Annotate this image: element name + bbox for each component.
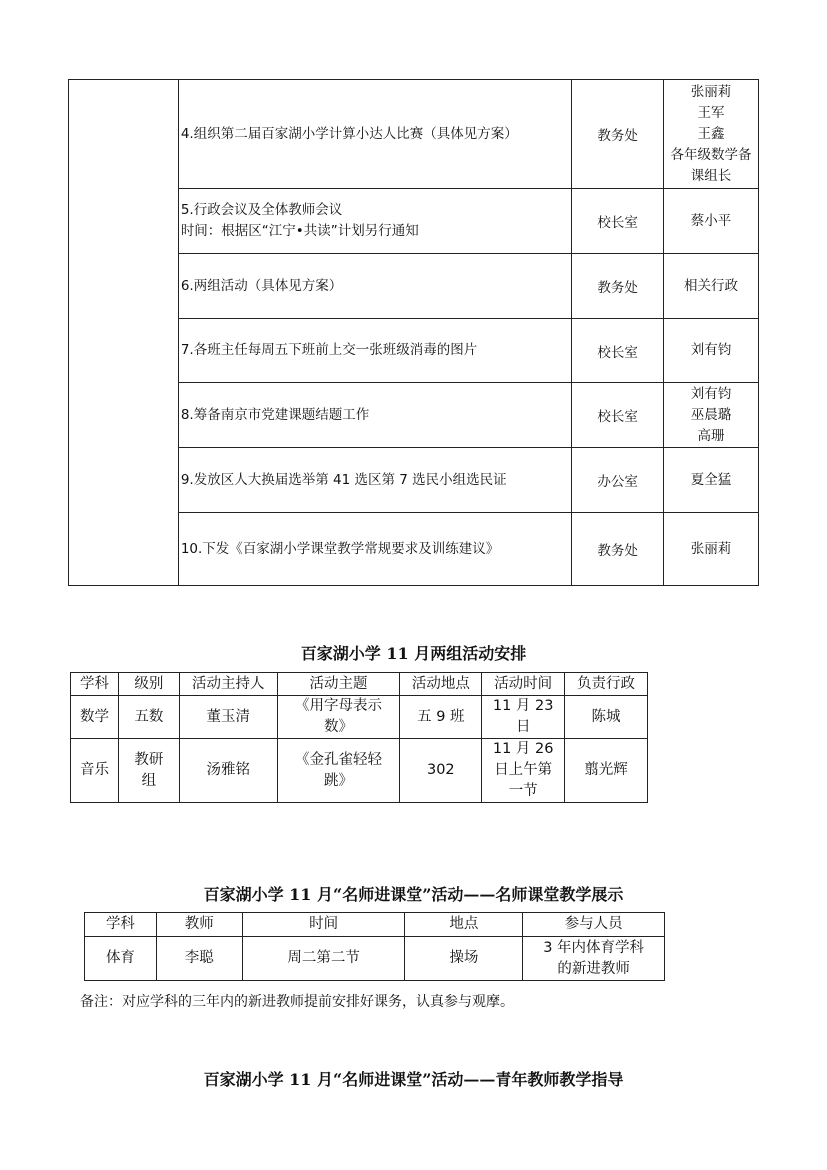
task-item-text: 5.行政会议及全体教师会议 [180, 202, 343, 218]
famous-teacher-note: 备注：对应学科的三年内的新进教师提前安排好课务，认真参与观摩。 [80, 994, 514, 1010]
task-row [69, 80, 759, 189]
teacher-cell [156, 937, 242, 981]
group-cell-line: 302 [426, 762, 455, 778]
task-people-cell-line: 王军 [697, 104, 725, 121]
teacher-cell-line: 周二第二节 [287, 950, 360, 966]
teacher-cell-line: 3 年内体育学科 [543, 939, 645, 956]
group-cell-line: 11 月 26 [492, 741, 554, 757]
task-item-text: 9.发放区人大换届选举第 41 选区第 7 选民小组选民证 [180, 471, 507, 488]
group-header-cell: 负责行政 [565, 673, 648, 696]
task-people-cell-line: 巫晨璐 [690, 406, 732, 423]
task-people-cell-line: 刘有钧 [690, 342, 732, 358]
group-row [71, 696, 648, 739]
group-cell-line: 翦光辉 [584, 762, 628, 778]
group-header-cell: 活动地点 [400, 673, 482, 696]
task-dept-cell: 办公室 [572, 448, 664, 513]
group-cell [277, 739, 400, 803]
group-cell [482, 739, 565, 803]
task-people-cell-line: 蔡小平 [690, 212, 732, 229]
group-cell-line: 五数 [134, 708, 164, 725]
group-activity-table-body [71, 673, 648, 803]
teacher-cell [523, 937, 665, 981]
group-cell-line: 11 月 23 [492, 698, 554, 714]
group-cell [179, 739, 277, 803]
teacher-header-cell: 地点 [405, 913, 523, 937]
group-cell-line: 董玉清 [206, 708, 250, 725]
teacher-row [85, 937, 665, 981]
group-cell [71, 739, 119, 803]
group-cell-line: 教研 [134, 751, 164, 768]
task-table-body [69, 80, 759, 586]
group-cell-line: 汤雅铭 [206, 762, 250, 778]
task-item-detail: 时间：根据区“江宁•共读”计划另行通知 [180, 223, 419, 239]
category-cell [69, 80, 179, 586]
task-dept-cell: 教务处 [572, 80, 664, 189]
task-people-cell [664, 319, 759, 383]
teacher-cell [85, 937, 157, 981]
task-item-text: 10.下发《百家湖小学课堂教学常规要求及训练建议》 [180, 540, 500, 557]
group-cell-line: 数》 [324, 719, 353, 735]
task-people-cell-line: 张丽莉 [690, 540, 732, 557]
teacher-header-cell: 学科 [85, 913, 157, 937]
group-cell [179, 696, 277, 739]
teacher-cell-line: 李聪 [184, 950, 214, 966]
group-cell-line: 日 [515, 719, 531, 735]
task-people-cell-line: 夏全猛 [690, 471, 732, 488]
teacher-cell [242, 937, 405, 981]
task-people-cell [664, 513, 759, 586]
famous-teacher-table [84, 912, 665, 981]
task-dept-cell: 校长室 [572, 319, 664, 383]
group-cell-line: 数学 [79, 708, 109, 725]
group-cell-line: 五 9 班 [417, 708, 465, 725]
group-cell [118, 739, 179, 803]
task-people-cell-line: 各年级数学备 [670, 146, 752, 163]
group-cell-line: 组 [141, 772, 157, 789]
task-item-cell [178, 383, 571, 448]
group-cell [565, 739, 648, 803]
task-item-cell [178, 254, 571, 319]
task-people-cell [664, 254, 759, 319]
task-item-cell [178, 80, 571, 189]
group-cell-line: 《用字母表示 [295, 698, 382, 714]
famous-teacher-table-body [85, 913, 665, 981]
task-people-cell [664, 80, 759, 189]
task-dept-cell: 教务处 [572, 513, 664, 586]
task-people-cell-line: 课组长 [690, 167, 732, 184]
group-header-cell: 级别 [118, 673, 179, 696]
group-header-cell: 活动时间 [482, 673, 565, 696]
teacher-cell-line: 操场 [449, 950, 479, 966]
task-table [68, 79, 759, 586]
task-people-cell-line: 高珊 [697, 427, 725, 444]
teacher-cell-line: 体育 [105, 950, 135, 966]
task-item-text: 6.两组活动（具体见方案） [180, 277, 343, 294]
group-cell [565, 696, 648, 739]
group-cell-line: 音乐 [79, 762, 109, 778]
task-item-text: 8.筹备南京市党建课题结题工作 [180, 406, 370, 423]
group-cell [482, 696, 565, 739]
group-cell-line: 跳》 [324, 772, 353, 789]
teacher-cell-line: 的新进教师 [557, 960, 630, 977]
task-people-cell [664, 448, 759, 513]
group-cell [400, 696, 482, 739]
group-activity-table [70, 672, 648, 803]
group-cell [118, 696, 179, 739]
group-header-cell: 活动主持人 [179, 673, 277, 696]
task-item-cell [178, 319, 571, 383]
task-item-text: 7.各班主任每周五下班前上交一张班级消毒的图片 [180, 342, 478, 358]
group-header-cell: 学科 [71, 673, 119, 696]
teacher-header-row [85, 913, 665, 937]
group-header-row [71, 673, 648, 696]
task-dept-cell: 校长室 [572, 383, 664, 448]
group-cell [400, 739, 482, 803]
task-item-cell [178, 513, 571, 586]
task-dept-cell: 校长室 [572, 189, 664, 254]
group-row [71, 739, 648, 803]
young-teacher-title: 百家湖小学 11 月“名师进课堂”活动——青年教师教学指导 [203, 1070, 624, 1089]
group-cell-line: 一节 [508, 783, 538, 799]
task-item-cell [178, 448, 571, 513]
task-people-cell-line: 张丽莉 [690, 83, 732, 100]
task-item-cell [178, 189, 571, 254]
task-item-text: 4.组织第二届百家湖小学计算小达人比赛（具体见方案） [180, 125, 518, 142]
group-activity-title: 百家湖小学 11 月两组活动安排 [300, 644, 527, 663]
group-cell-line: 《金孔雀轻轻 [295, 751, 382, 768]
group-cell-line: 日上午第 [494, 762, 553, 778]
teacher-header-cell: 参与人员 [523, 913, 665, 937]
group-cell [71, 696, 119, 739]
group-header-cell: 活动主题 [277, 673, 400, 696]
teacher-header-cell: 时间 [242, 913, 405, 937]
famous-teacher-title: 百家湖小学 11 月“名师进课堂”活动——名师课堂教学展示 [203, 885, 624, 904]
teacher-header-cell: 教师 [156, 913, 242, 937]
task-people-cell-line: 刘有钧 [690, 385, 732, 402]
task-dept-cell: 教务处 [572, 254, 664, 319]
task-people-cell [664, 189, 759, 254]
task-people-cell-line: 王鑫 [697, 125, 725, 142]
task-people-cell [664, 383, 759, 448]
teacher-cell [405, 937, 523, 981]
group-cell-line: 陈城 [591, 708, 621, 725]
group-cell [277, 696, 400, 739]
task-people-cell-line: 相关行政 [684, 277, 739, 294]
